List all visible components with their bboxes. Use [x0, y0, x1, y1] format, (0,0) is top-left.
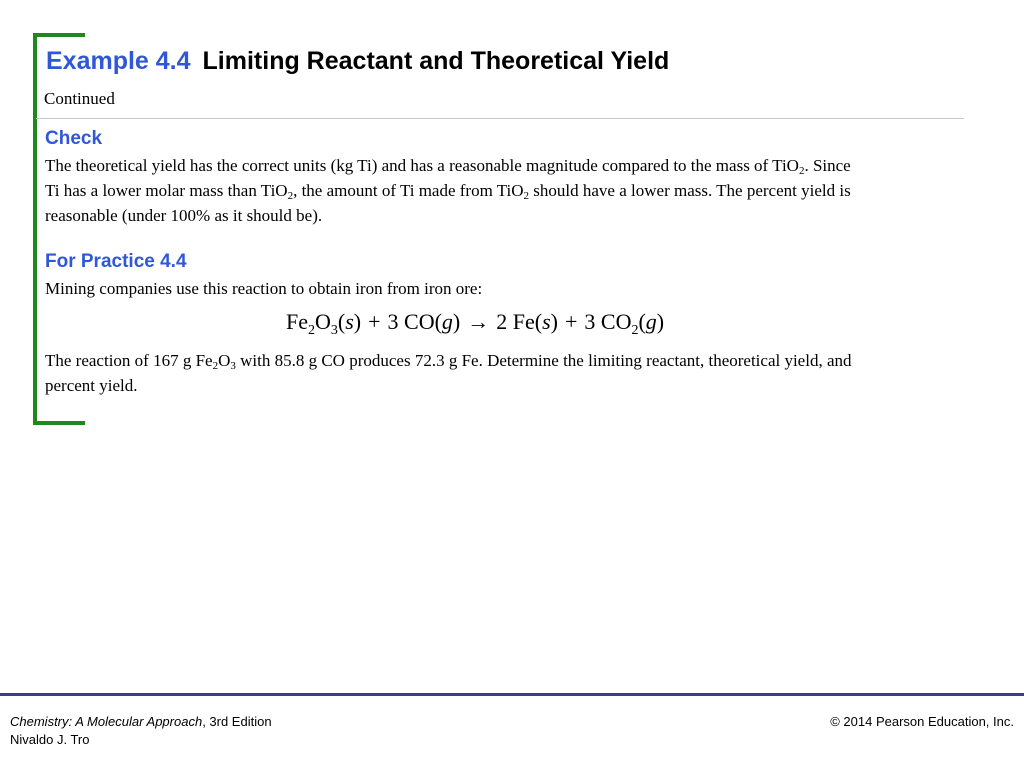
book-edition: , 3rd Edition — [202, 714, 272, 729]
practice-heading: For Practice 4.4 — [45, 251, 187, 272]
book-title: Chemistry: A Molecular Approach — [10, 714, 203, 729]
footer-author: Nivaldo J. Tro — [10, 732, 90, 747]
divider-rule — [36, 118, 964, 119]
check-line-2: Ti has a lower molar mass than TiO$_2$, the amount of Ti made from TiO$_2$ should have a lower mass. The percent yield is — [45, 181, 851, 202]
chemical-equation: $Fe_2O_3(s) + 3$ CO(g) → 2 Fe(s) + 3 $CO_2(g)$ — [286, 309, 665, 338]
problem-line-2: percent yield. — [45, 376, 138, 395]
bracket-left-bar — [33, 33, 37, 425]
check-heading: Check — [45, 128, 103, 149]
footer-copyright: © 2014 Pearson Education, Inc. — [830, 714, 1014, 729]
plus-sign: + — [564, 309, 578, 334]
example-label: Example 4.4 — [46, 47, 191, 75]
title-text: Limiting Reactant and Theoretical Yield — [202, 47, 670, 75]
problem-line-1: The reaction of 167 g $Fe_2O_3$ with 85.8 g CO produces 72.3 g Fe. Determine the limiting reactant, theoretical yield, and — [45, 351, 852, 372]
continued-label: Continued — [44, 89, 115, 108]
plus-sign: + — [368, 309, 381, 334]
footer-book — [10, 713, 272, 731]
practice-intro: Mining companies use this reaction to obtain iron from iron ore: — [45, 279, 483, 298]
bracket-bottom-bar — [33, 421, 85, 425]
check-paragraph — [45, 153, 995, 228]
bracket-top-bar — [33, 33, 85, 37]
reaction-arrow-icon: → — [467, 309, 490, 334]
footer-rule — [0, 693, 1024, 696]
slide-title — [46, 44, 669, 78]
practice-problem — [45, 348, 995, 398]
check-line-1: The theoretical yield has the correct units (kg Ti) and has a reasonable magnitude compared to the mass of TiO$_2$. Since — [45, 156, 851, 177]
check-line-3: reasonable (under 100% as it should be). — [45, 206, 323, 225]
